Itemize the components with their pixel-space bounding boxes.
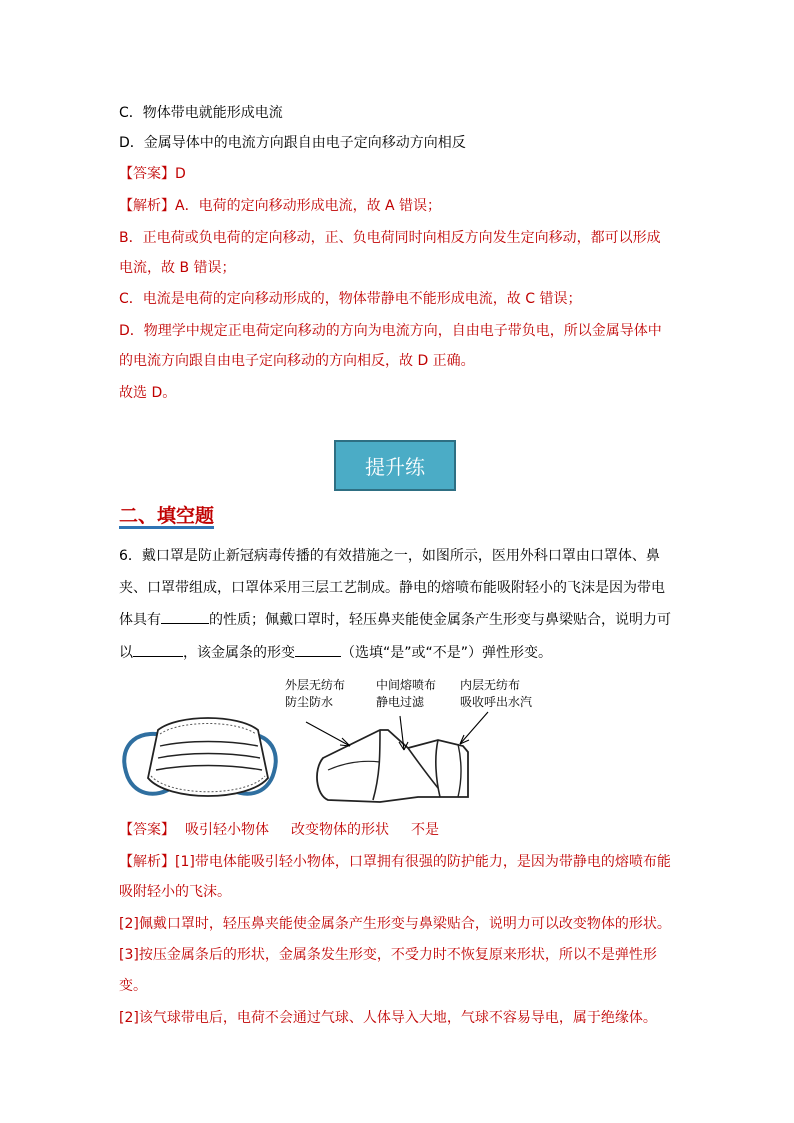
label-middle-layer: 中间熔喷布 <box>376 678 437 692</box>
label-inner-function: 吸收呼出水汽 <box>460 695 533 709</box>
analysis-line: 【解析】[1]带电体能吸引轻小物体，口罩拥有很强的防护能力，是因为带静电的熔喷布能 <box>119 854 671 870</box>
analysis-line: B．正电荷或负电荷的定向移动，正、负电荷同时向相反方向发生定向移动，都可以形成 <box>119 230 661 246</box>
analysis-line: [3]按压金属条后的形状，金属条发生形变，不受力时不恢复原来形状，所以不是弹性形 <box>119 947 657 963</box>
analysis-line: D．物理学中规定正电荷定向移动的方向为电流方向，自由电子带负电，所以金属导体中 <box>119 323 662 339</box>
analysis-line: 电流，故 B 错误； <box>119 260 236 276</box>
analysis-line: 【解析】A．电荷的定向移动形成电流，故 A 错误； <box>119 198 442 214</box>
answer-prefix: 【答案】 <box>119 822 175 838</box>
answer-blank-1[interactable] <box>161 623 209 624</box>
analysis-line: [2]佩戴口罩时，轻压鼻夹能使金属条产生形变与鼻梁贴合，说明力可以改变物体的形状。 <box>119 916 671 932</box>
answer-1: 吸引轻小物体 <box>185 822 269 838</box>
answer-3: 不是 <box>411 822 439 838</box>
question-text: 夹、口罩带组成，口罩体采用三层工艺制成。静电的熔喷布能吸附轻小的飞沫是因为带电 <box>119 580 665 596</box>
answer-line: 【答案】D <box>119 166 186 182</box>
section-banner: 提升练 <box>334 440 456 491</box>
analysis-line: 吸附轻小的飞沫。 <box>119 884 231 900</box>
analysis-line: 变。 <box>119 978 147 994</box>
answer-2: 改变物体的形状 <box>291 822 389 838</box>
conclusion-line: 故选 D。 <box>119 385 177 401</box>
question-text-part: 以 <box>119 645 133 661</box>
analysis-line: 的电流方向跟自由电子定向移动的方向相反，故 D 正确。 <box>119 353 475 369</box>
label-outer-function: 防尘防水 <box>285 695 334 709</box>
question-text-part: （选填“是”或“不是”）弹性形变。 <box>341 645 553 661</box>
label-outer-layer: 外层无纺布 <box>285 678 346 692</box>
option-c: C．物体带电就能形成电流 <box>119 105 283 121</box>
analysis-line: [2]该气球带电后，电荷不会通过气球、人体导入大地，气球不容易导电，属于绝缘体。 <box>119 1010 657 1026</box>
question-text <box>119 643 552 663</box>
section-title: 二、填空题 <box>119 505 215 527</box>
q6-answer <box>119 820 439 840</box>
analysis-line: C．电流是电荷的定向移动形成的，物体带静电不能形成电流，故 C 错误； <box>119 291 582 307</box>
answer-blank-3[interactable] <box>295 656 341 657</box>
answer-blank-2[interactable] <box>133 656 183 657</box>
question-text-part: 的性质；佩戴口罩时，轻压鼻夹能使金属条产生形变与鼻梁贴合，说明力可 <box>209 612 671 628</box>
option-d: D．金属导体中的电流方向跟自由电子定向移动方向相反 <box>119 135 466 151</box>
label-inner-layer: 内层无纺布 <box>460 678 521 692</box>
mask-illustration <box>118 700 548 815</box>
question-text <box>119 610 671 630</box>
question-text: 6．戴口罩是防止新冠病毒传播的有效措施之一，如图所示，医用外科口罩由口罩体、鼻 <box>119 548 660 564</box>
label-middle-function: 静电过滤 <box>376 695 425 709</box>
question-text-part: 体具有 <box>119 612 161 628</box>
question-text-part: ，该金属条的形变 <box>183 645 295 661</box>
